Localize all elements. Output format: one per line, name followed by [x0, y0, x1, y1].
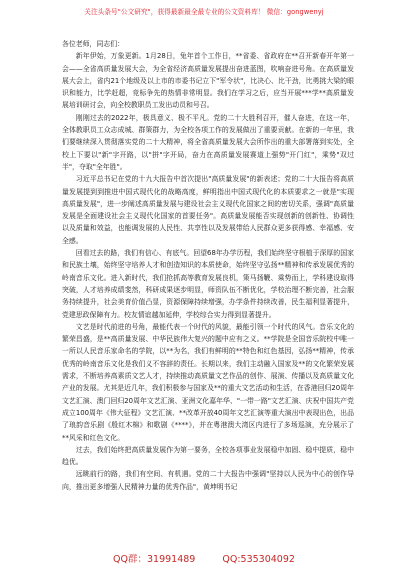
paragraph: 新年伊始，万象更新。1月28日，兔年首个工作日，**省委、省政府在**召开新春开年第一会——全省高质量发展大会，为全省经济高质量发展提出奋进蓝图，吹响奋进号角。在高质量发展大会上，省内21个地级及以上市的市委书记立下"军令状"，比决心、比干劲，比勇挑大梁的眼识和能力，比学赶超，竞标争先的热情非常明显。我们在学习之后，应当开展***学**高质量发展培训研讨会，向全校教职员工发出动员和号召。 [62, 52, 354, 110]
paragraph: 远眺前行的路，我们有空间、有机遇。党的二十大报告中强调"坚持以人民为中心的创作导向，推出更多增强人民精神力量的优秀作品"，黄坤明书记 [62, 470, 354, 491]
qq-group-text: QQ群：31991489 [113, 554, 196, 565]
contact-footer [0, 551, 408, 565]
paragraph: 文艺是时代前进的号角，最能代表一个时代的风貌，最能引领一个时代的风气。音乐文化的繁荣昌盛，是**高质量发展、中华民族伟大复兴的题中应有之义。**学院是全国音乐院校中唯一一所以人民音乐家命名的学院，以**为名，我们有鲜明的**特色和红色基因，弘扬**精神，传承优秀的岭南音乐文化是我们义不容辞的责任。长期以来，我们主动融入国家及**的文化繁荣发展需求，不断培养高素质文艺人才，持续推动高质量文艺作品的创作、展演、传播以及高质量文化产业的发展。尤其是近几年，我们积极参与国家及**的重大文艺活动和生活，在香港回归20周年文艺汇演、澳门回归20周年文艺汇演、亚洲文化嘉年华、"一带一路"文艺汇演、庆祝中国共产党成立100周年《伟大征程》文艺汇演、**改革开放40周年文艺汇演等重大演出中表现出色，出品了琅韵音乐剧《殷红木棉》和歌剧《****》，并在粤港澳大湾区内进行了多场巡演，充分展示了**风采和红色文化。 [62, 322, 354, 442]
qq-text: QQ:535304092 [222, 554, 295, 565]
paragraph: 过去，我们始终把高质量发展作为第一要务，全校各项事业发展稳中加固、稳中提质，稳中趋优。 [62, 445, 354, 467]
paragraph: 刚刚过去的2022年，极具意义、极不平凡。党的二十大胜利召开，催人奋进，在这一年，全体教职员工众志成城、群策群力，为全校各项工作的发展做出了重要贡献。在新的一年里，我们要继续深入贯彻落实党的二十大精神，将全省高质量发展大会所作出的重大部署落到实处，全校上下要以"新"字开路，以"拼"字开局，奋力在高质量发展赛道上强势"开门红"，乘势"双过半"，夺取"全年胜"。 [62, 113, 354, 171]
document-body [62, 38, 354, 493]
paragraph: 回看过去的路，我们有信心、有底气。回望68年办学历程，我们始终坚守根植于深厚的国家和民族土壤，始终坚守培养人才和创造知识的本质使命，始终坚守弘扬**精神和传承发展优秀的岭南音乐文化。进入新时代，我们抢抓高等教育发展良机，策马扬鞭、乘势而上，学科建设取得突破，人才培养成绩斐然，科研成果逐步明显，师资队伍不断优化，学校治理不断完善，社会服务持续提升，社会美育价值凸显，资源保障持续增强，办学条件持续改善，民生福利显著提升，党建思政保障有力。校友情谊越加延伸，学校综合实力得到显著提升。 [62, 249, 354, 319]
promo-banner: 关注头条号"公文研究"，获得最新最全最专业的公文资料库！ 微信：gongwenyj [84, 8, 324, 16]
salutation: 各位老师，同志们： [62, 40, 125, 48]
paragraph: 习近平总书记在党的十九大报告中首次提出"高质量发展"的新表述；党的二十大报告将高质量发展提到到推进中国式现代化的战略高度，鲜明指出中国式现代化的本质要求之一就是"实现高质量发展"，进一步阐述高质量发展与建设社会主义现代化国家之间的密切关系，强调"高质量发展是全面建设社会主义现代化国家的首要任务"。高质量发展能否实现创新的创新性、协调性以及质量和效益，也能调发展的人民性、共享性以及发展带给人民群众更多获得感、幸福感、安全感。 [62, 175, 354, 245]
